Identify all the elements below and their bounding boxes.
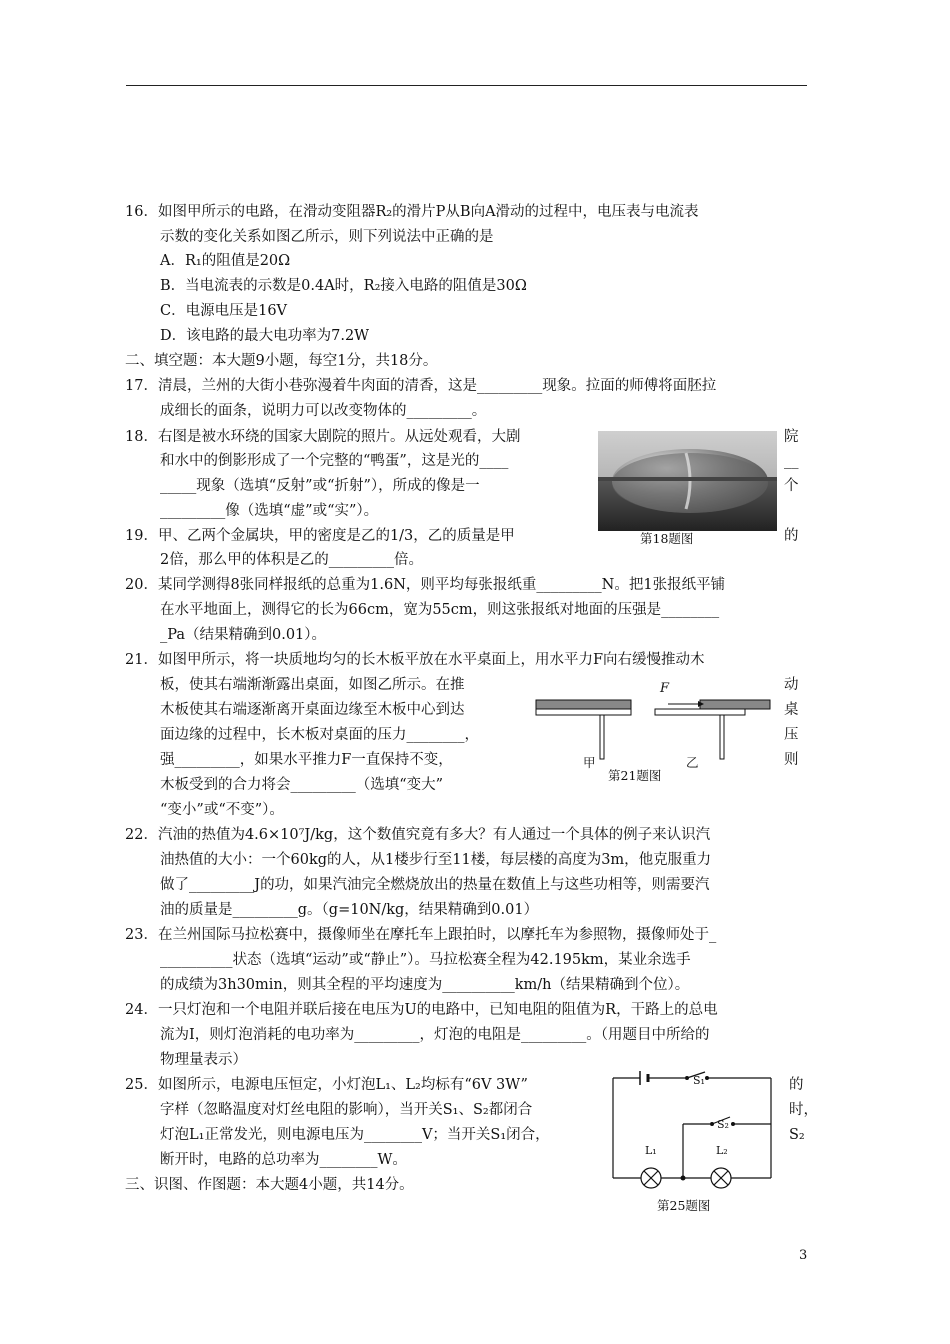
q25-line-3: 灯泡L₁正常发光，则电源电压为________V；当开关S₁闭合，: [160, 1127, 550, 1143]
q20-line-1: 20．某同学测得8张同样报纸的总重为1.6N，则平均每张报纸重_________N。把1张报纸平铺: [125, 577, 726, 593]
q18-line-4: _________像（选填“虚”或“实”）。: [160, 503, 379, 519]
q21-line-4-right: 压: [784, 727, 799, 743]
q18-line-3-right: 个: [784, 478, 799, 494]
q21-line-3-right: 桌: [784, 702, 799, 718]
q16-line-2: 示数的变化关系如图乙所示，则下列说法中正确的是: [160, 229, 494, 245]
q23-line-1: 23．在兰州国际马拉松赛中，摄像师坐在摩托车上跟拍时，以摩托车为参照物，摄像师处于_: [125, 927, 717, 943]
table-top-a: [536, 709, 631, 715]
q24-line-3: 物理量表示）: [160, 1052, 247, 1068]
page-number: 3: [799, 1248, 808, 1263]
q18-figure-caption: 第18题图: [640, 531, 694, 546]
q21-fig-force-label: F: [660, 681, 670, 696]
table-leg-a: [600, 715, 604, 759]
section-3-heading: 三、识图、作图题：本大题4小题，共14分。: [125, 1177, 414, 1193]
q18-line-3: _____现象（选填“反射”或“折射”），所成的像是一: [160, 478, 480, 494]
q25-line-2-right: 时，: [789, 1102, 818, 1118]
header-rule: [126, 85, 807, 86]
q21-fig-label-jia: 甲: [583, 755, 596, 770]
q20-line-2: 在水平地面上，测得它的长为66cm，宽为55cm，则这张报纸对地面的压强是________: [160, 602, 720, 618]
q24-line-1: 24．一只灯泡和一个电阻并联后接在电压为U的电路中，已知电阻的阻值为R，干路上的总电: [125, 1002, 718, 1018]
q21-line-1: 21．如图甲所示，将一块质地均匀的长木板平放在水平桌面上，用水平力F向右缓慢推动木: [125, 652, 705, 668]
q25-fig-l2-label: L₂: [716, 1144, 728, 1157]
board-a: [536, 700, 631, 709]
table-top-b: [655, 709, 745, 715]
q19-line-2: 2倍，那么甲的体积是乙的_________倍。: [160, 552, 423, 568]
q16-option-a: A．R₁的阻值是20Ω: [160, 253, 291, 269]
q25-line-4: 断开时，电路的总功率为________W。: [160, 1152, 407, 1168]
q18-line-1-right: 院: [784, 429, 799, 445]
q25-line-3-right: S₂: [789, 1127, 805, 1143]
q21-line-2-right: 动: [784, 677, 799, 693]
board-b: [700, 700, 770, 709]
q25-fig-l1-label: L₁: [645, 1144, 657, 1157]
q25-fig-s1-label: S₁: [693, 1074, 705, 1087]
q21-line-5-right: 则: [784, 752, 799, 768]
q19-line-1-right: 的: [784, 528, 799, 544]
q24-line-2: 流为I，则灯泡消耗的电功率为_________，灯泡的电阻是_________。（用题目中所给的: [160, 1027, 710, 1043]
q22-line-4: 油的质量是_________g。（g=10N/kg，结果精确到0.01）: [160, 902, 539, 918]
table-leg-b: [720, 715, 724, 759]
section-2-heading: 二、填空题：本大题9小题，每空1分，共18分。: [125, 353, 438, 369]
q22-line-1: 22．汽油的热值为4.6×10⁷J/kg，这个数值究竟有多大？有人通过一个具体的例子来认识汽: [125, 827, 711, 843]
q19-line-1: 19．甲、乙两个金属块，甲的密度是乙的1/3，乙的质量是甲: [125, 528, 515, 544]
q25-line-2: 字样（忽略温度对灯丝电阻的影响），当开关S₁、S₂都闭合: [160, 1102, 533, 1118]
q16-option-d: D．该电路的最大电功率为7.2W: [160, 328, 370, 344]
q18-line-2: 和水中的倒影形成了一个完整的“鸭蛋”，这是光的____: [160, 453, 509, 469]
q21-figure: [530, 676, 780, 766]
q22-line-3: 做了_________J的功，如果汽油完全燃烧放出的热量在数值上与这些功相等，则需要汽: [160, 877, 710, 893]
q16-line-1: 16．如图甲所示的电路，在滑动变阻器R₂的滑片P从B向A滑动的过程中，电压表与电流表: [125, 204, 699, 220]
q18-line-2-right: __: [784, 453, 799, 469]
q16-option-b: B．当电流表的示数是0.4A时，R₂接入电路的阻值是30Ω: [160, 278, 527, 294]
q20-line-3: _Pa（结果精确到0.01）。: [160, 627, 327, 643]
q21-figure-caption: 第21题图: [608, 768, 662, 783]
q21-line-5: 强_________，如果水平推力F一直保持不变，: [160, 752, 453, 768]
q25-figure-caption: 第25题图: [657, 1198, 711, 1213]
q25-line-1: 25．如图所示，电源电压恒定，小灯泡L₁、L₂均标有“6V 3W”: [125, 1077, 528, 1093]
q21-line-7: “变小”或“不变”）。: [160, 802, 284, 818]
q22-line-2: 油热值的大小：一个60kg的人，从1楼步行至11楼，每层楼的高度为3m，他克服重力: [160, 852, 712, 868]
q25-fig-s2-label: S₂: [717, 1118, 729, 1131]
q25-line-1-right: 的: [789, 1077, 804, 1093]
q17-line-2: 成细长的面条，说明力可以改变物体的_________。: [160, 403, 487, 419]
q21-fig-label-yi: 乙: [686, 755, 699, 770]
national-theater-photo: [598, 431, 777, 531]
q17-line-1: 17．清晨，兰州的大街小巷弥漫着牛肉面的清香，这是_________现象。拉面的师傅将面胚拉: [125, 378, 717, 394]
q21-line-2: 板，使其右端渐渐露出桌面，如图乙所示。在推: [160, 677, 465, 693]
q21-line-3: 木板使其右端逐渐离开桌面边缘至木板中心到达: [160, 702, 465, 718]
q23-line-2: __________状态（选填“运动”或“静止”）。马拉松赛全程为42.195km，某业余选手: [160, 952, 691, 968]
q16-option-c: C．电源电压是16V: [160, 303, 288, 319]
q23-line-3: 的成绩为3h30min，则其全程的平均速度为__________km/h（结果精确到个位）。: [160, 977, 690, 993]
q21-line-6: 木板受到的合力将会_________（选填“变大”: [160, 777, 444, 793]
q18-line-1: 18．右图是被水环绕的国家大剧院的照片。从远处观看，大剧: [125, 429, 521, 445]
q21-line-4: 面边缘的过程中，长木板对桌面的压力________，: [160, 727, 479, 743]
